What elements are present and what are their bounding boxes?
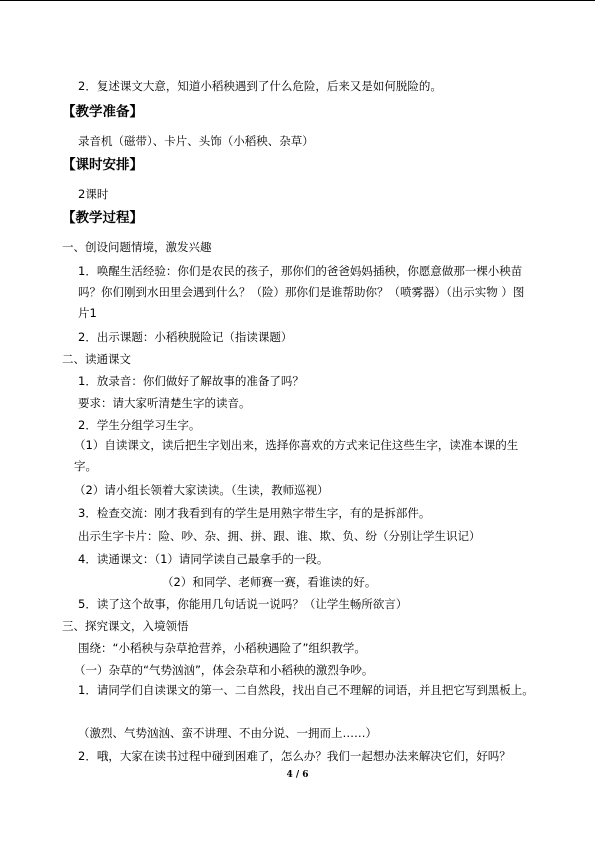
step-3-1: 1．请同学们自读课文的第一、二自然段，找出自己不理解的词语，并且把它写到黑板上。 bbox=[78, 683, 534, 697]
subsection-3-1: （一）杂草的“气势汹汹”，体会杂草和小稻秧的激烈争吵。 bbox=[74, 663, 374, 677]
heading-teaching-preparation: 【教学准备】 bbox=[62, 104, 143, 120]
step-2-4-2: （2）和同学、老师赛一赛，看谁读的好。 bbox=[162, 575, 377, 589]
heading-teaching-process: 【教学过程】 bbox=[62, 210, 143, 226]
step-3-2: 2．哦，大家在读书过程中碰到困难了，怎么办？我们一起想办法来解决它们，好吗？ bbox=[78, 749, 511, 763]
page-number: 4 / 6 bbox=[286, 770, 309, 780]
step-2-1: 1．放录音：你们做好了解故事的准备了吗？ bbox=[78, 374, 304, 388]
preparation-materials: 录音机（磁带）、卡片、头饰（小稻秧、杂草） bbox=[78, 134, 314, 148]
section-1-title: 一、创设问题情境，激发兴趣 bbox=[62, 240, 212, 254]
step-2-3-cards: 出示生字卡片：险、吵、杂、拥、拼、跟、谁、欺、负、纷（分别让学生识记） bbox=[78, 529, 481, 543]
step-1-1: 1．唤醒生活经验：你们是农民的孩子，那你们的爸爸妈妈插秧，你愿意做那一棵小秧苗吗？你们刚到水田里会遇到什么？（险）那你们是谁帮助你？（喷雾器）（出示实物 ）图片1 bbox=[78, 264, 525, 320]
step-2-3: 3．检查交流：刚才我看到有的学生是用熟字带生字，有的是拆部件。 bbox=[78, 506, 431, 520]
page-top-border bbox=[0, 0, 595, 1]
step-2-5: 5．读了这个故事，你能用几句话说一说吗？（让学生畅所欲言） bbox=[78, 597, 408, 611]
objective-2: 2．复述课文大意，知道小稻秧遇到了什么危险，后来又是如何脱险的。 bbox=[78, 79, 442, 93]
step-2-4: 4．读通课文：（1）请同学读自己最拿手的一段。 bbox=[78, 552, 329, 566]
class-count: 2课时 bbox=[78, 187, 109, 201]
step-2-2-2: （2）请小组长领着大家读读。（生读，教师巡视） bbox=[74, 483, 329, 497]
step-1-2: 2．出示课题：小稻秧脱险记（指读课题） bbox=[78, 330, 293, 344]
step-2-2: 2．学生分组学习生字。 bbox=[78, 418, 201, 432]
section-2-title: 二、读通课文 bbox=[62, 352, 131, 366]
step-3-1-words: （激烈、气势汹汹、蛮不讲理、不由分说、一拥而上……） bbox=[78, 726, 377, 740]
step-2-1-requirement: 要求：请大家听清楚生字的读音。 bbox=[78, 396, 251, 410]
step-2-2-1: （1）自读课文，读后把生字划出来，选择你喜欢的方式来记住这些生字，读准本课的生字。 bbox=[74, 438, 519, 473]
section-3-focus: 围绕：“小稻秧与杂草抢营养，小稻秧遇险了”组织教学。 bbox=[78, 641, 366, 655]
section-3-title: 三、探究课文，入境领悟 bbox=[62, 619, 189, 633]
heading-class-schedule: 【课时安排】 bbox=[62, 157, 143, 173]
